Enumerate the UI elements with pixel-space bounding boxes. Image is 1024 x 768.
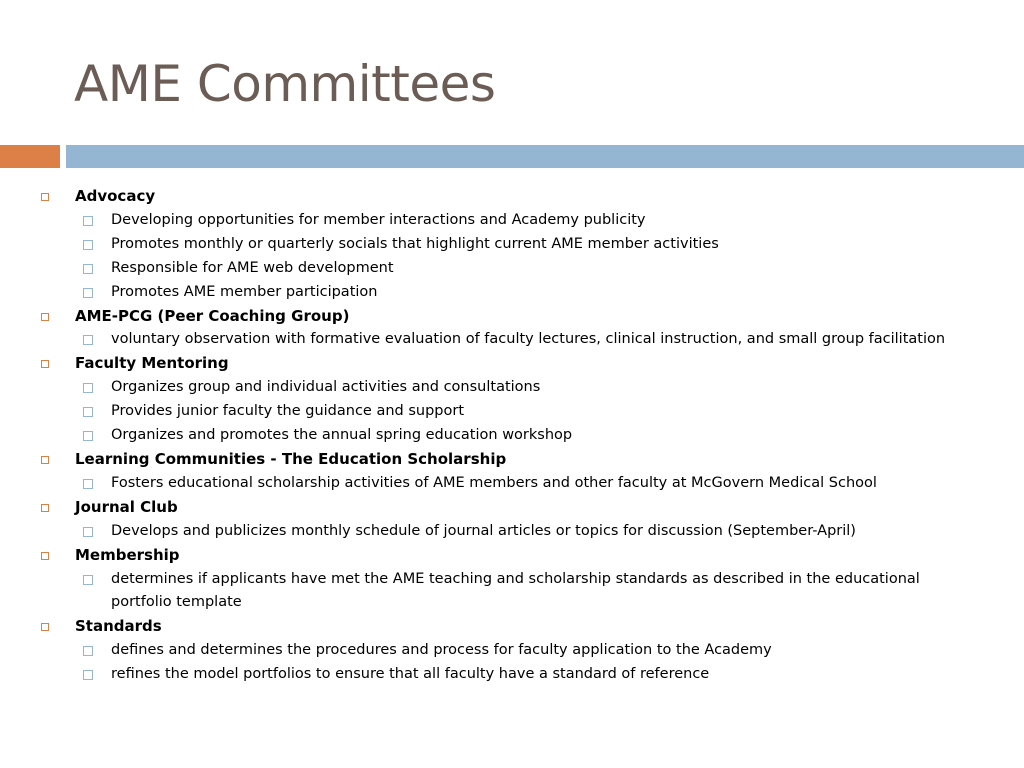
committee-section: [0, 496, 1024, 544]
square-bullet-icon: [83, 575, 93, 585]
committee-heading: [0, 352, 1024, 376]
square-bullet-icon: [41, 456, 49, 464]
square-bullet-icon: [41, 313, 49, 321]
slide-title: AME Committees: [74, 55, 496, 113]
square-bullet-icon: [83, 479, 93, 489]
committee-heading: [0, 544, 1024, 568]
square-bullet-icon: [41, 504, 49, 512]
committee-duties: [0, 328, 1024, 352]
committee-section: [0, 544, 1024, 616]
accent-bar-orange: [0, 145, 60, 168]
list-item: [0, 472, 1024, 496]
list-item-text: Responsible for AME web development: [111, 259, 394, 276]
committee-heading-text: Membership: [75, 545, 180, 564]
committee-duties: [0, 209, 1024, 305]
list-item-text: Fosters educational scholarship activities of AME members and other faculty at McGovern Medical School: [111, 474, 877, 491]
list-item-text: Develops and publicizes monthly schedule of journal articles or topics for discussion (September-April): [111, 522, 856, 539]
committee-heading-text: Standards: [75, 617, 162, 636]
square-bullet-icon: [83, 216, 93, 226]
committee-heading: [0, 448, 1024, 472]
list-item: [0, 639, 1024, 663]
committee-heading: [0, 305, 1024, 329]
list-item: [0, 257, 1024, 281]
list-item: [0, 233, 1024, 257]
square-bullet-icon: [83, 264, 93, 274]
square-bullet-icon: [83, 527, 93, 537]
committee-section: [0, 615, 1024, 687]
square-bullet-icon: [83, 407, 93, 417]
list-item-text: refines the model portfolios to ensure that all faculty have a standard of reference: [111, 666, 710, 683]
square-bullet-icon: [83, 335, 93, 345]
list-item-text: Developing opportunities for member interactions and Academy publicity: [111, 211, 646, 228]
committee-heading-text: Advocacy: [75, 187, 156, 205]
list-item-text: Organizes group and individual activities and consultations: [111, 379, 541, 396]
committee-heading: [0, 615, 1024, 639]
committee-heading-text: Learning Communities - The Education Scholarship: [75, 449, 507, 468]
committee-duties: [0, 639, 1024, 687]
committee-duties: [0, 568, 1024, 616]
list-item: [0, 424, 1024, 448]
committee-section: [0, 185, 1024, 305]
list-item: [0, 520, 1024, 544]
committee-heading: [0, 185, 1024, 209]
list-item: [0, 328, 1024, 352]
list-item-text: Provides junior faculty the guidance and support: [111, 403, 465, 420]
committee-heading: [0, 496, 1024, 520]
square-bullet-icon: [83, 383, 93, 393]
committee-section: [0, 305, 1024, 353]
committee-heading-text: Journal Club: [75, 497, 178, 516]
list-item-text: Organizes and promotes the annual spring education workshop: [111, 427, 573, 444]
committee-heading-text: Faculty Mentoring: [75, 354, 229, 373]
square-bullet-icon: [83, 431, 93, 441]
square-bullet-icon: [83, 240, 93, 250]
square-bullet-icon: [83, 646, 93, 656]
committee-duties: [0, 472, 1024, 496]
committee-list: [0, 185, 1024, 687]
accent-bar-blue: [66, 145, 1024, 168]
committee-duties: [0, 520, 1024, 544]
list-item: [0, 400, 1024, 424]
list-item-text: determines if applicants have met the AME teaching and scholarship standards as described in the educational portfolio template: [111, 570, 920, 611]
square-bullet-icon: [83, 670, 93, 680]
list-item: [0, 568, 1024, 616]
list-item: [0, 663, 1024, 687]
list-item-text: Promotes AME member participation: [111, 283, 378, 300]
square-bullet-icon: [83, 288, 93, 298]
committee-heading-text: AME-PCG (Peer Coaching Group): [75, 306, 350, 325]
list-item: [0, 281, 1024, 305]
square-bullet-icon: [41, 193, 49, 201]
list-item: [0, 376, 1024, 400]
list-item-text: voluntary observation with formative evaluation of faculty lectures, clinical instruction, and small group facilitation: [111, 331, 946, 348]
committee-section: [0, 352, 1024, 448]
list-item-text: Promotes monthly or quarterly socials that highlight current AME member activities: [111, 235, 719, 252]
list-item: [0, 209, 1024, 233]
square-bullet-icon: [41, 360, 49, 368]
committee-section: [0, 448, 1024, 496]
list-item-text: defines and determines the procedures and process for faculty application to the Academy: [111, 642, 772, 659]
committee-duties: [0, 376, 1024, 448]
square-bullet-icon: [41, 623, 49, 631]
square-bullet-icon: [41, 552, 49, 560]
